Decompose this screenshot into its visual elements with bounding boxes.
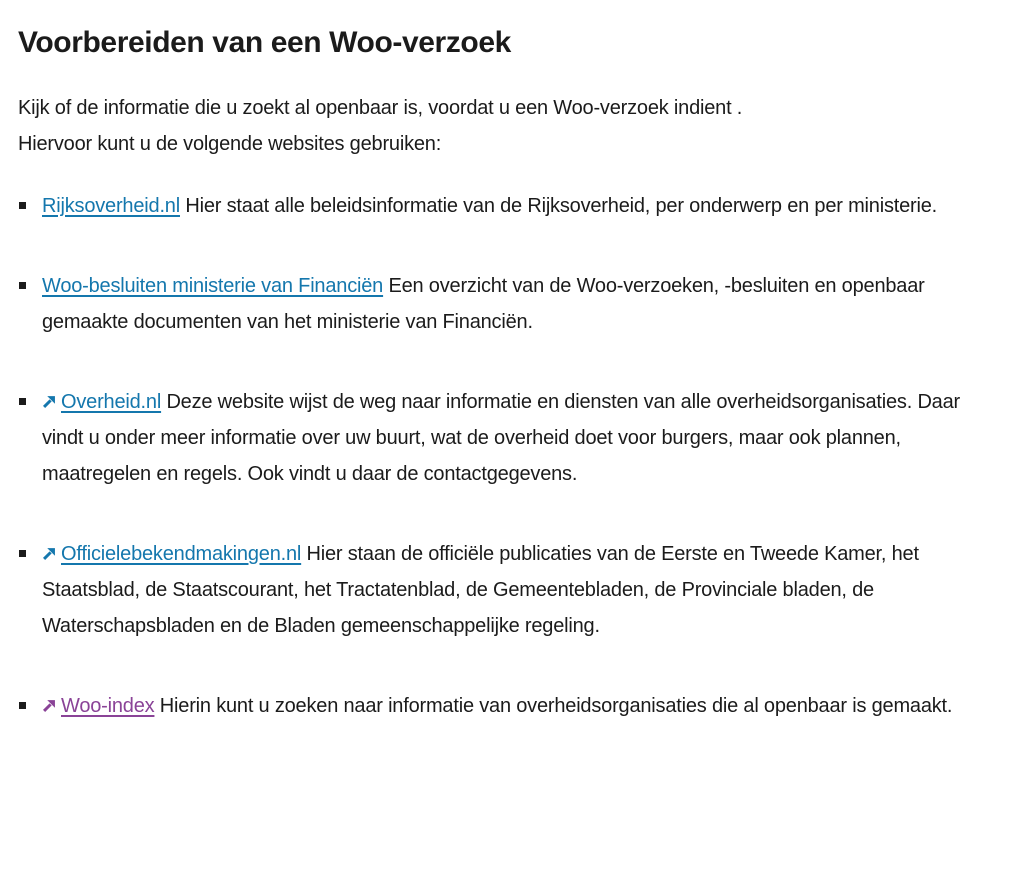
external-link-icon (42, 546, 57, 561)
content-area (0, 24, 1023, 724)
list-item-description: Hierin kunt u zoeken naar informatie van overheidsorganisaties die al openbaar is gemaakt. (159, 695, 953, 717)
link-label: Rijksoverheid.nl (42, 195, 180, 217)
list-item-description: Deze website wijst de weg naar informatie en diensten van alle overheidsorganisaties. Daar vindt u onder meer informatie over uw buurt, wat de overheid doet voor burgers, maar ook plannen, maatregelen en regels. Ook vindt u daar de contactgegevens. (42, 391, 960, 485)
list-item-description: Een overzicht van de Woo-verzoeken, -besluiten en openbaar gemaakte documenten van het ministerie van Financiën. (42, 275, 925, 333)
list-item-woo-index (18, 688, 1005, 724)
list-item-woo-besluiten (18, 268, 1005, 340)
rijksoverheid-link[interactable] (42, 195, 180, 217)
intro-line-2: Hiervoor kunt u de volgende websites gebruiken: (18, 133, 442, 155)
intro-paragraph (18, 90, 1005, 162)
overheid-link[interactable] (42, 391, 161, 413)
officielebekendmakingen-link[interactable] (42, 543, 301, 565)
external-link-icon (42, 698, 57, 713)
woo-index-link[interactable] (42, 695, 154, 717)
list-item-rijksoverheid (18, 188, 1005, 224)
list-item-description: Hier staan de officiële publicaties van de Eerste en Tweede Kamer, het Staatsblad, de Staatscourant, het Tractatenblad, de Gemeentebladen, de Provinciale bladen, de Waterschapsbladen en de Bladen gemeenschappelijke regeling. (42, 543, 919, 637)
intro-line-1: Kijk of de informatie die u zoekt al openbaar is, voordat u een Woo-verzoek indient . (18, 97, 743, 119)
external-link-icon (42, 394, 57, 409)
link-label: Woo-index (61, 695, 155, 717)
link-label: Overheid.nl (61, 391, 162, 413)
list-item-overheid (18, 384, 1005, 492)
website-list (18, 188, 1005, 724)
list-item-officielebekendmakingen (18, 536, 1005, 644)
page-title: Voorbereiden van een Woo-verzoek (18, 26, 511, 59)
woo-besluiten-link[interactable] (42, 275, 383, 297)
link-label: Woo-besluiten ministerie van Financiën (42, 275, 384, 297)
list-item-description: Hier staat alle beleidsinformatie van de Rijksoverheid, per onderwerp en per ministerie. (185, 195, 938, 217)
link-label: Officielebekendmakingen.nl (61, 543, 302, 565)
